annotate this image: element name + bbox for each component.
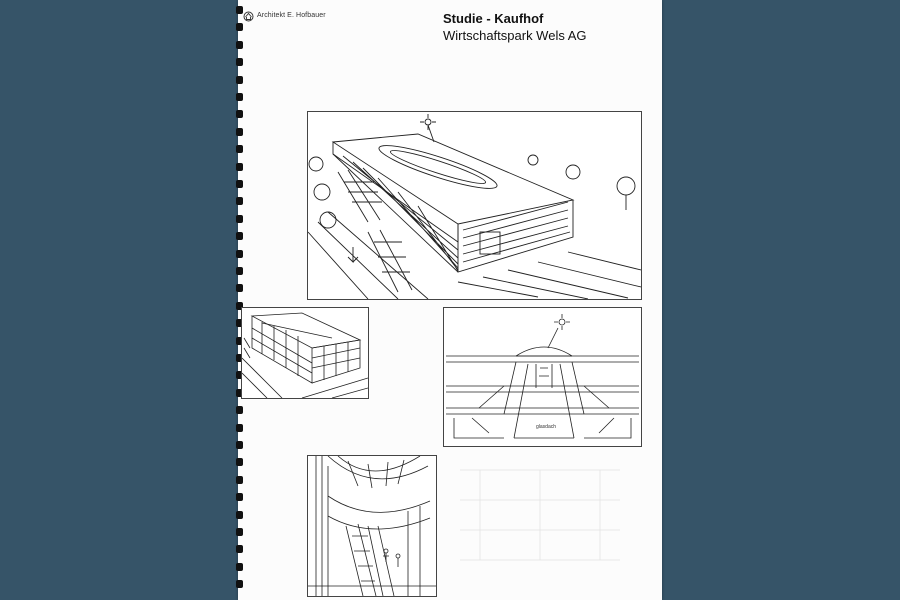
spiral-binding (236, 6, 244, 600)
facade-perspective-sketch (241, 307, 369, 399)
binding-ring (236, 128, 243, 136)
binding-ring (236, 6, 243, 14)
interior-atrium-sketch (307, 455, 437, 597)
binding-ring (236, 528, 243, 536)
section-caption: glasdach (536, 424, 557, 430)
binding-ring (236, 163, 243, 171)
binding-ring (236, 511, 243, 519)
binding-ring (236, 545, 243, 553)
binding-ring (236, 197, 243, 205)
binding-ring (236, 58, 243, 66)
binding-ring (236, 215, 243, 223)
binding-ring (236, 493, 243, 501)
document-subtitle: Wirtschaftspark Wels AG (443, 28, 587, 43)
binding-ring (236, 41, 243, 49)
binding-ring (236, 284, 243, 292)
binding-ring (236, 76, 243, 84)
binding-ring (236, 406, 243, 414)
binding-ring (236, 180, 243, 188)
binding-ring (236, 145, 243, 153)
binding-ring (236, 424, 243, 432)
binding-ring (236, 476, 243, 484)
binding-ring (236, 580, 243, 588)
binding-ring (236, 250, 243, 258)
document-title: Studie - Kaufhof (443, 11, 544, 26)
binding-ring (236, 110, 243, 118)
binding-ring (236, 232, 243, 240)
binding-ring (236, 563, 243, 571)
binding-ring (236, 441, 243, 449)
binding-ring (236, 458, 243, 466)
aerial-perspective-sketch (307, 111, 642, 300)
bleed-through-marks (440, 460, 640, 580)
architect-logo-icon (243, 11, 254, 22)
binding-ring (236, 23, 243, 31)
binding-ring (236, 267, 243, 275)
section-sketch (443, 307, 642, 447)
binding-ring (236, 93, 243, 101)
architect-label: Architekt E. Hofbauer (257, 12, 326, 19)
